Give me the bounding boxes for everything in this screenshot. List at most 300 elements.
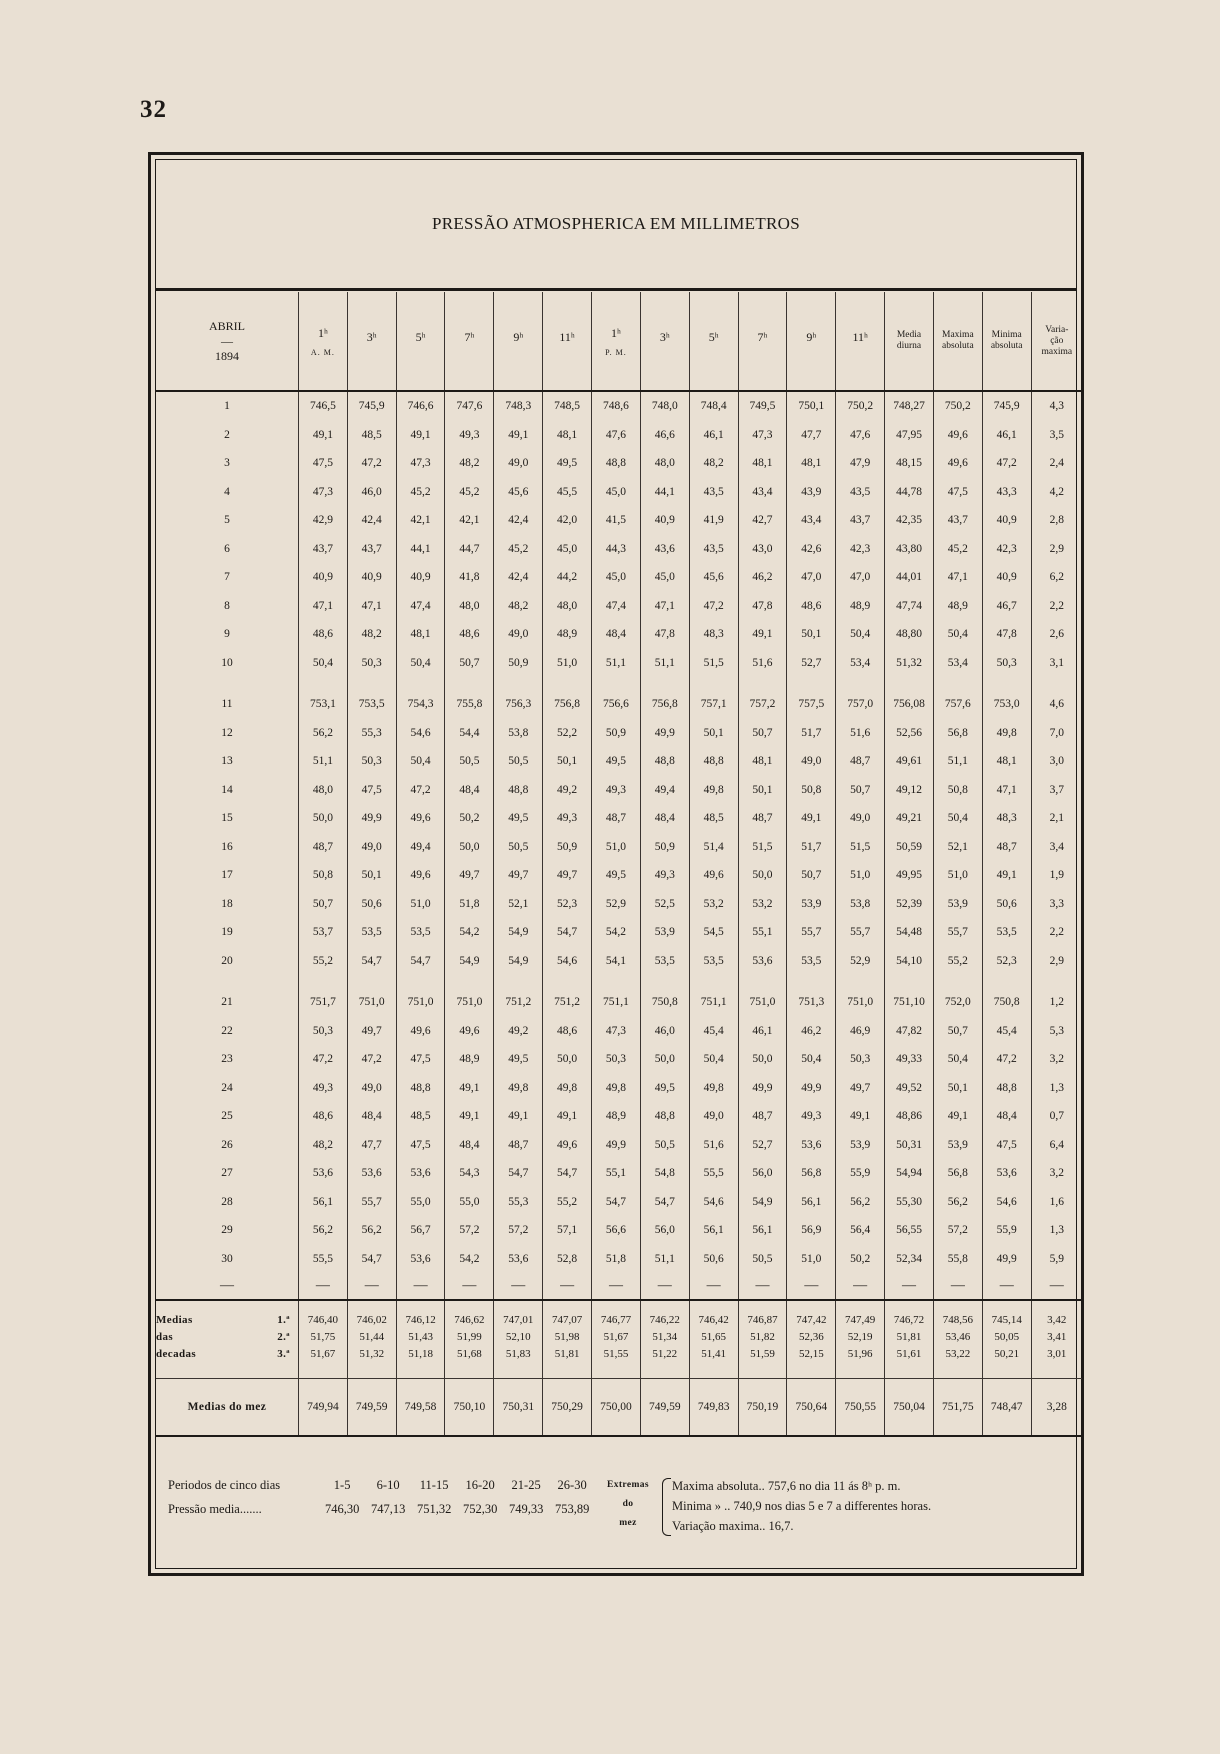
table-cell: 49,33	[885, 1045, 934, 1074]
table-cell: 5,9	[1031, 1245, 1082, 1274]
table-cell: 2,6	[1031, 620, 1082, 649]
table-row	[156, 1045, 1082, 1074]
table-cell: 750,04	[885, 1379, 934, 1437]
table-cell: 54,7	[543, 918, 592, 947]
table-cell: 4,2	[1031, 478, 1082, 507]
gap-cell	[787, 975, 836, 988]
table-cell: 1,3	[1031, 1216, 1082, 1245]
gap-cell	[982, 975, 1031, 988]
table-cell: 51,55	[592, 1345, 641, 1379]
day-cell: 8	[224, 599, 230, 612]
table-cell: 50,0	[445, 833, 494, 862]
table-cell: 745,9	[347, 391, 396, 421]
table-row	[156, 649, 1082, 678]
table-cell: 49,0	[787, 747, 836, 776]
gap-cell	[494, 677, 543, 690]
table-row	[156, 535, 1082, 564]
table-cell: 53,9	[933, 890, 982, 919]
table-cell: 45,2	[445, 478, 494, 507]
table-cell: 49,1	[494, 421, 543, 450]
table-cell: 49,1	[933, 1102, 982, 1131]
table-cell: 52,9	[592, 890, 641, 919]
day-cell: 20	[221, 954, 233, 967]
extremas-brace	[662, 1478, 671, 1536]
table-cell: 49,9	[592, 1131, 641, 1160]
table-cell: 746,77	[592, 1300, 641, 1328]
table-cell: 756,08	[885, 690, 934, 719]
hour-header	[347, 292, 396, 391]
table-cell: 48,0	[445, 592, 494, 621]
gap-cell	[836, 677, 885, 690]
table-cell: 54,6	[689, 1188, 738, 1217]
table-cell: 54,7	[347, 1245, 396, 1274]
table-cell: 50,4	[933, 1045, 982, 1074]
day-cell: 14	[221, 783, 233, 796]
table-cell: 50,0	[543, 1045, 592, 1074]
extremas-label	[598, 1476, 658, 1533]
table-cell: 49,52	[885, 1074, 934, 1103]
table-cell: 48,1	[787, 449, 836, 478]
table-cell: 48,3	[689, 620, 738, 649]
table-cell: 40,9	[396, 563, 445, 592]
table-cell: 52,1	[933, 833, 982, 862]
table-cell: 49,6	[933, 421, 982, 450]
table-cell: 44,2	[543, 563, 592, 592]
table-cell: 51,68	[445, 1345, 494, 1379]
table-cell: 1,2	[1031, 988, 1082, 1017]
table-cell: 43,4	[738, 478, 787, 507]
table-cell: 53,6	[396, 1245, 445, 1274]
table-cell: 55,5	[689, 1159, 738, 1188]
table-cell: 2,4	[1031, 449, 1082, 478]
table-cell: 3,5	[1031, 421, 1082, 450]
table-cell: 750,2	[836, 391, 885, 421]
table-cell: 46,9	[836, 1017, 885, 1046]
month-dash: —	[220, 333, 233, 348]
table-cell: 51,6	[836, 719, 885, 748]
table-cell: 54,4	[445, 719, 494, 748]
table-cell: 48,8	[396, 1074, 445, 1103]
decade-gap	[156, 677, 1082, 690]
day-cell: 17	[221, 869, 233, 882]
table-cell: 45,2	[494, 535, 543, 564]
table-cell: 49,0	[494, 620, 543, 649]
page-number: 32	[140, 96, 167, 123]
table-cell: 54,1	[592, 947, 641, 976]
table-cell: 55,9	[982, 1216, 1031, 1245]
variacao-maxima-header-line: Varia-	[1045, 324, 1069, 335]
table-cell: 756,6	[592, 690, 641, 719]
table-cell: 746,02	[347, 1300, 396, 1328]
table-cell: 750,2	[933, 391, 982, 421]
table-cell: 51,5	[689, 649, 738, 678]
decade-word: decadas	[156, 1347, 197, 1360]
table-cell: 51,0	[396, 890, 445, 919]
decade-mean-row	[156, 1328, 1082, 1345]
dash-cell: —	[689, 1273, 738, 1300]
table-cell: 51,6	[689, 1131, 738, 1160]
table-cell: 47,2	[347, 1045, 396, 1074]
table-row	[156, 449, 1082, 478]
dash-cell: —	[933, 1273, 982, 1300]
table-cell: 48,8	[494, 776, 543, 805]
table-row	[156, 1131, 1082, 1160]
table-cell: 50,6	[982, 890, 1031, 919]
hour-header	[836, 292, 885, 391]
table-cell: 50,21	[982, 1345, 1031, 1379]
table-cell: 751,0	[347, 988, 396, 1017]
hour-period: A. M.	[310, 347, 335, 357]
table-cell: 50,3	[298, 1017, 347, 1046]
table-cell: 51,7	[787, 719, 836, 748]
table-cell: 48,0	[298, 776, 347, 805]
table-cell: 47,0	[836, 563, 885, 592]
table-cell: 45,0	[640, 563, 689, 592]
table-cell: 48,5	[689, 804, 738, 833]
table-cell: 54,8	[640, 1159, 689, 1188]
table-cell: 50,9	[543, 833, 592, 862]
table-cell: 50,1	[543, 747, 592, 776]
table-row	[156, 620, 1082, 649]
maxima-absoluta-header-line: Maxima	[942, 330, 974, 340]
table-cell: 751,0	[738, 988, 787, 1017]
table-cell: 51,22	[640, 1345, 689, 1379]
table-cell: 47,5	[982, 1131, 1031, 1160]
table-cell: 50,9	[640, 833, 689, 862]
table-cell: 756,3	[494, 690, 543, 719]
decade-label-wrap	[156, 1331, 298, 1343]
gap-cell	[156, 677, 298, 690]
table-row	[156, 1216, 1082, 1245]
table-cell: 51,5	[738, 833, 787, 862]
table-cell: 40,9	[298, 563, 347, 592]
table-cell: 56,0	[640, 1216, 689, 1245]
table-cell: 51,1	[592, 649, 641, 678]
table-cell: 48,4	[347, 1102, 396, 1131]
table-cell: 48,6	[543, 1017, 592, 1046]
table-cell: 56,2	[298, 719, 347, 748]
table-cell: 49,0	[689, 1102, 738, 1131]
table-cell: 750,31	[494, 1379, 543, 1437]
table-cell: 40,9	[982, 506, 1031, 535]
table-cell: 49,0	[494, 449, 543, 478]
table-row	[156, 690, 1082, 719]
table-cell: 42,1	[396, 506, 445, 535]
table-cell: 51,1	[640, 649, 689, 678]
table-cell: 43,5	[689, 535, 738, 564]
table-cell: 48,3	[982, 804, 1031, 833]
table-cell: 49,7	[445, 861, 494, 890]
table-cell: 50,7	[738, 719, 787, 748]
table-cell: 51,65	[689, 1328, 738, 1345]
table-cell: 50,4	[298, 649, 347, 678]
table-cell: 55,8	[933, 1245, 982, 1274]
table-cell: 51,0	[543, 649, 592, 678]
table-cell: 47,82	[885, 1017, 934, 1046]
table-row	[156, 988, 1082, 1017]
table-cell: 3,2	[1031, 1159, 1082, 1188]
table-cell: 50,4	[933, 804, 982, 833]
minima-absoluta-header-line: Minima	[991, 330, 1022, 340]
table-cell: 52,3	[543, 890, 592, 919]
period-cell: 6-10	[376, 1478, 400, 1492]
dash-cell: —	[219, 1278, 234, 1293]
table-row	[156, 391, 1082, 421]
table-cell: 54,9	[494, 947, 543, 976]
extrema-minima: Minima » .. 740,9 nos dias 5 e 7 a differentes horas.	[672, 1499, 932, 1513]
table-cell: 753,0	[982, 690, 1031, 719]
table-cell: 53,8	[836, 890, 885, 919]
decade-label-wrap	[156, 1348, 298, 1360]
table-cell: 45,4	[982, 1017, 1031, 1046]
extremas-label-line: mez	[619, 1518, 637, 1528]
hour-label: 1ʰ	[317, 325, 328, 340]
table-cell: 50,2	[445, 804, 494, 833]
table-cell: 54,7	[592, 1188, 641, 1217]
table-cell: 55,2	[543, 1188, 592, 1217]
table-cell: 748,3	[494, 391, 543, 421]
table-cell: 44,01	[885, 563, 934, 592]
table-cell: 56,0	[738, 1159, 787, 1188]
table-cell: 48,0	[640, 449, 689, 478]
table-cell: 47,3	[298, 478, 347, 507]
gap-cell	[787, 677, 836, 690]
table-cell: 53,5	[689, 947, 738, 976]
dash-row	[156, 1273, 1082, 1300]
table-cell: 53,6	[347, 1159, 396, 1188]
table-cell: 3,1	[1031, 649, 1082, 678]
decade-mean-row	[156, 1345, 1082, 1379]
table-cell: 53,6	[396, 1159, 445, 1188]
table-cell: 49,4	[396, 833, 445, 862]
decade-label-wrap	[156, 1314, 298, 1326]
table-cell: 47,5	[347, 776, 396, 805]
gap-cell	[396, 677, 445, 690]
table-cell: 750,19	[738, 1379, 787, 1437]
table-cell: 48,15	[885, 449, 934, 478]
table-cell: 46,1	[738, 1017, 787, 1046]
table-cell: 752,0	[933, 988, 982, 1017]
table-cell: 43,6	[640, 535, 689, 564]
table-cell: 52,36	[787, 1328, 836, 1345]
table-cell: 748,6	[592, 391, 641, 421]
gap-cell	[445, 975, 494, 988]
table-cell: 756,8	[543, 690, 592, 719]
table-cell: 47,5	[933, 478, 982, 507]
table-cell: 754,3	[396, 690, 445, 719]
table-cell: 56,55	[885, 1216, 934, 1245]
table-cell: 746,72	[885, 1300, 934, 1328]
day-cell: 25	[221, 1110, 233, 1123]
table-cell: 50,0	[298, 804, 347, 833]
table-cell: 0,7	[1031, 1102, 1082, 1131]
media-diurna-header	[885, 292, 934, 391]
table-cell: 51,81	[885, 1328, 934, 1345]
table-cell: 51,43	[396, 1328, 445, 1345]
table-cell: 56,6	[592, 1216, 641, 1245]
table-cell: 750,00	[592, 1379, 641, 1437]
table-cell: 49,6	[396, 861, 445, 890]
table-cell: 55,1	[738, 918, 787, 947]
table-cell: 757,6	[933, 690, 982, 719]
table-cell: 50,5	[494, 747, 543, 776]
table-cell: 747,07	[543, 1300, 592, 1328]
table-cell: 50,5	[494, 833, 543, 862]
table-cell: 51,75	[298, 1328, 347, 1345]
table-cell: 49,5	[494, 1045, 543, 1074]
table-row	[156, 1188, 1082, 1217]
table-cell: 40,9	[347, 563, 396, 592]
table-cell: 757,1	[689, 690, 738, 719]
table-cell: 748,4	[689, 391, 738, 421]
table-cell: 48,7	[494, 1131, 543, 1160]
table-cell: 50,4	[396, 747, 445, 776]
table-cell: 4,6	[1031, 690, 1082, 719]
table-cell: 50,0	[738, 1045, 787, 1074]
hour-header	[543, 292, 592, 391]
table-cell: 49,8	[689, 776, 738, 805]
day-cell: 7	[224, 571, 230, 584]
table-cell: 749,59	[347, 1379, 396, 1437]
gap-cell	[156, 975, 298, 988]
table-cell: 51,6	[738, 649, 787, 678]
hour-label: 1ʰ	[611, 325, 621, 340]
table-cell: 54,7	[494, 1159, 543, 1188]
dash-cell: —	[592, 1273, 641, 1300]
day-cell: 4	[224, 485, 230, 498]
table-cell: 51,7	[787, 833, 836, 862]
table-row	[156, 478, 1082, 507]
table-cell: 47,7	[347, 1131, 396, 1160]
table-cell: 49,6	[396, 1017, 445, 1046]
table-cell: 48,2	[347, 620, 396, 649]
table-cell: 52,8	[543, 1245, 592, 1274]
table-cell: 44,1	[396, 535, 445, 564]
day-cell: 22	[221, 1024, 233, 1037]
table-cell: 47,6	[592, 421, 641, 450]
table-cell: 51,5	[836, 833, 885, 862]
table-cell: 47,9	[836, 449, 885, 478]
table-cell: 48,8	[640, 747, 689, 776]
table-cell: 44,78	[885, 478, 934, 507]
maxima-absoluta-header-line: absoluta	[942, 341, 974, 351]
table-cell: 56,1	[738, 1216, 787, 1245]
maxima-absoluta-header	[933, 292, 982, 391]
table-cell: 48,9	[836, 592, 885, 621]
table-cell: 43,7	[298, 535, 347, 564]
table-cell: 51,4	[689, 833, 738, 862]
table-cell: 48,5	[396, 1102, 445, 1131]
table-cell: 50,4	[689, 1045, 738, 1074]
hour-header	[787, 292, 836, 391]
table-cell: 746,12	[396, 1300, 445, 1328]
table-cell: 49,8	[494, 1074, 543, 1103]
hour-header	[396, 292, 445, 391]
dash-cell: —	[787, 1273, 836, 1300]
table-cell: 53,22	[933, 1345, 982, 1379]
table-cell: 2,8	[1031, 506, 1082, 535]
table-cell: 50,7	[298, 890, 347, 919]
table-cell: 49,95	[885, 861, 934, 890]
table-cell: 747,42	[787, 1300, 836, 1328]
period-cell: 1-5	[333, 1478, 351, 1492]
table-cell: 45,0	[543, 535, 592, 564]
table-cell: 48,4	[445, 776, 494, 805]
period-cell: 16-20	[465, 1478, 495, 1492]
table-cell: 53,5	[982, 918, 1031, 947]
hour-label: 9ʰ	[806, 330, 817, 344]
table-row	[156, 776, 1082, 805]
table-cell: 55,7	[347, 1188, 396, 1217]
day-cell: 26	[221, 1138, 233, 1151]
table-cell: 48,7	[836, 747, 885, 776]
table-cell: 42,0	[543, 506, 592, 535]
table-cell: 51,81	[543, 1345, 592, 1379]
table-cell: 48,80	[885, 620, 934, 649]
date-header	[156, 292, 298, 391]
table-cell: 55,30	[885, 1188, 934, 1217]
table-cell: 55,0	[396, 1188, 445, 1217]
table-cell: 51,98	[543, 1328, 592, 1345]
table-cell: 47,0	[787, 563, 836, 592]
table-cell: 51,96	[836, 1345, 885, 1379]
table-cell: 49,9	[787, 1074, 836, 1103]
table-cell: 48,9	[933, 592, 982, 621]
table-cell: 49,8	[592, 1074, 641, 1103]
table-row	[156, 719, 1082, 748]
table-cell: 49,3	[298, 1074, 347, 1103]
table-cell: 49,21	[885, 804, 934, 833]
month-mean-row	[156, 1379, 1082, 1437]
table-cell: 51,0	[836, 861, 885, 890]
table-cell: 49,3	[640, 861, 689, 890]
day-cell: 15	[221, 812, 233, 825]
table-cell: 3,0	[1031, 747, 1082, 776]
table-cell: 56,8	[787, 1159, 836, 1188]
table-cell: 48,6	[787, 592, 836, 621]
decade-mean-row	[156, 1300, 1082, 1328]
table-cell: 51,44	[347, 1328, 396, 1345]
table-cell: 48,86	[885, 1102, 934, 1131]
pressure-table	[156, 292, 1082, 1437]
day-cell: 13	[221, 755, 233, 768]
table-row	[156, 1102, 1082, 1131]
table-cell: 48,9	[445, 1045, 494, 1074]
table-inner-frame	[155, 159, 1077, 1569]
hour-header	[494, 292, 543, 391]
table-cell: 748,27	[885, 391, 934, 421]
table-cell: 49,7	[836, 1074, 885, 1103]
table-cell: 49,7	[347, 1017, 396, 1046]
day-cell: 19	[221, 926, 233, 939]
table-cell: 50,4	[933, 620, 982, 649]
table-cell: 50,9	[592, 719, 641, 748]
pressure-cell: 751,32	[416, 1502, 452, 1516]
gap-cell	[592, 975, 641, 988]
table-cell: 42,3	[982, 535, 1031, 564]
table-cell: 49,1	[738, 620, 787, 649]
table-row	[156, 861, 1082, 890]
gap-cell	[689, 975, 738, 988]
hour-header	[592, 292, 641, 391]
period-cell: 26-30	[557, 1478, 587, 1492]
gap-cell	[298, 677, 347, 690]
table-cell: 746,42	[689, 1300, 738, 1328]
table-cell: 48,4	[640, 804, 689, 833]
table-cell: 50,5	[738, 1245, 787, 1274]
media-diurna-header-line: diurna	[896, 341, 922, 351]
table-cell: 750,10	[445, 1379, 494, 1437]
